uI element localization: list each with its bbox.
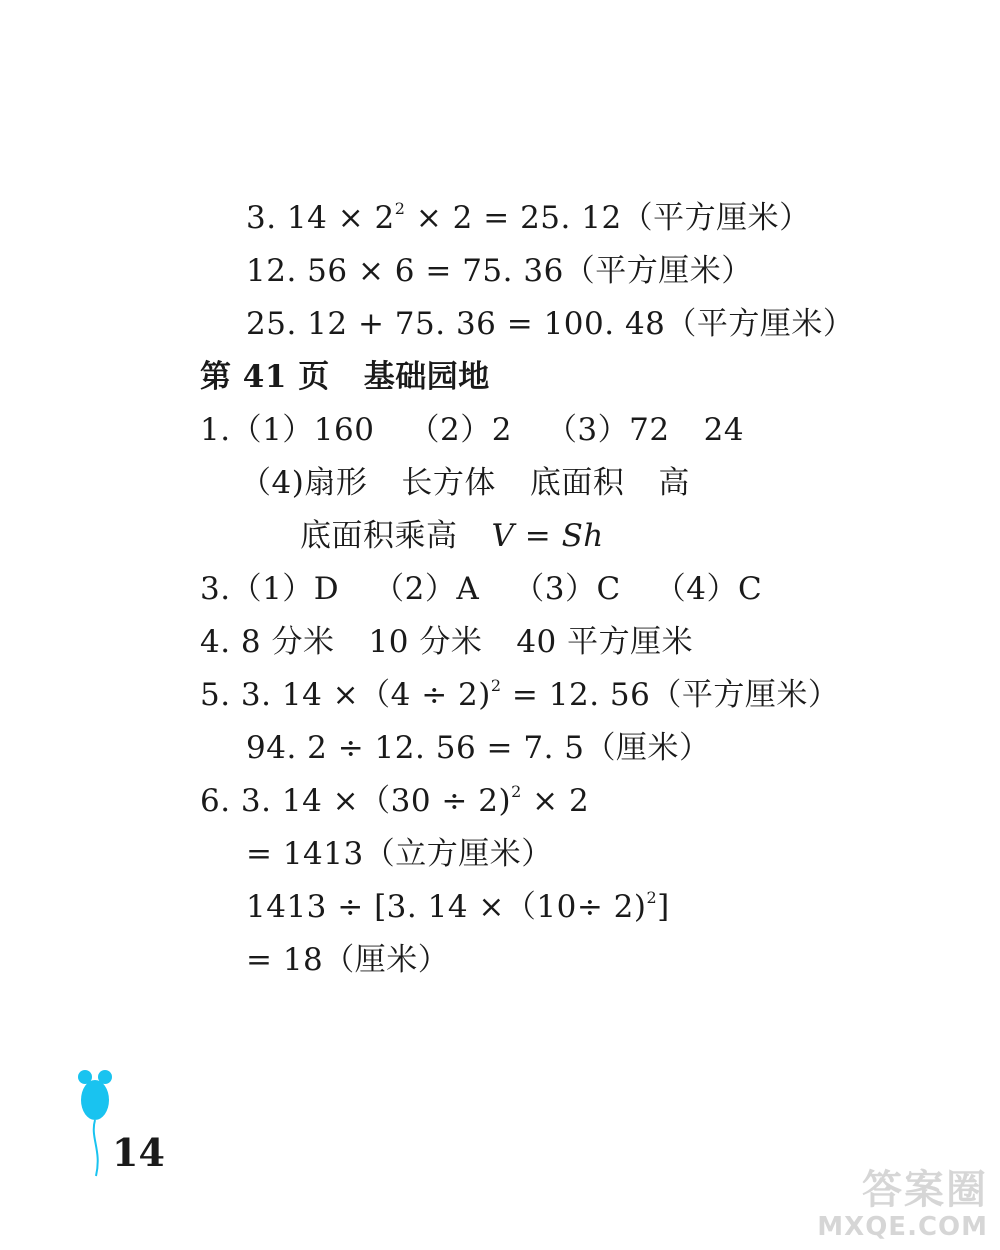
q1-part: （3）72	[545, 412, 670, 448]
answer-line-3: 25. 12 + 75. 36 = 100. 48（平方厘米）	[246, 306, 855, 342]
q4-part: 4. 8 分米	[200, 624, 335, 660]
q6-line-1	[200, 781, 589, 821]
answer-line-1	[246, 198, 811, 238]
q1-line-1	[200, 410, 744, 450]
q5-line-1	[200, 675, 839, 715]
q5-line-2: 94. 2 ÷ 12. 56 = 7. 5（厘米）	[246, 730, 711, 766]
q3-line	[200, 569, 762, 609]
superscript: 2	[646, 888, 658, 907]
q1-part: 24	[703, 412, 745, 448]
q3-part: （4）C	[654, 571, 763, 607]
q6-line-3	[246, 887, 670, 927]
q1-part: 1.（1）160	[200, 412, 375, 448]
q5-part: 5. 3. 14 ×（4 ÷ 2)	[200, 677, 491, 713]
heading-page: 第 41 页	[200, 359, 330, 395]
q1-part: 底面积乘高	[300, 518, 458, 554]
watermark	[798, 1158, 988, 1242]
q6-line-4: = 18（厘米）	[246, 942, 450, 978]
page-number: 14	[112, 1130, 165, 1175]
q1-part: （2）2	[408, 412, 512, 448]
q1-line-3	[300, 516, 604, 556]
q6-line-2: = 1413（立方厘米）	[246, 836, 553, 872]
formula: V = Sh	[491, 518, 604, 554]
q3-part: 3.（1）D	[200, 571, 340, 607]
q4-part: 40 平方厘米	[516, 624, 694, 660]
q6-part: ]	[657, 889, 670, 925]
watermark-logo: 答案圈	[862, 1167, 988, 1213]
line-text: × 2 = 25. 12（平方厘米）	[405, 200, 811, 236]
q4-line	[200, 622, 693, 662]
superscript: 2	[394, 199, 406, 218]
q3-part: （2）A	[373, 571, 480, 607]
q6-part: 1413 ÷ [3. 14 ×（10÷ 2)	[246, 889, 647, 925]
q1-part: 长方体	[401, 465, 496, 501]
q3-part: （3）C	[513, 571, 621, 607]
q6-part: × 2	[521, 783, 590, 819]
q1-part: （4)扇形	[240, 465, 368, 501]
q4-part: 10 分米	[368, 624, 483, 660]
watermark-url: MXQE.COM	[817, 1212, 988, 1242]
superscript: 2	[511, 782, 522, 801]
mouse-icon	[76, 1068, 116, 1178]
answer-line-2: 12. 56 × 6 = 75. 36（平方厘米）	[246, 253, 753, 289]
section-heading	[200, 357, 490, 397]
q5-part: = 12. 56（平方厘米）	[501, 677, 840, 713]
line-text: 3. 14 × 2	[246, 200, 395, 236]
q1-part: 底面积	[529, 465, 625, 501]
superscript: 2	[490, 676, 502, 695]
q6-part: 6. 3. 14 ×（30 ÷ 2)	[200, 783, 512, 819]
heading-title: 基础园地	[363, 359, 490, 395]
q1-part: 高	[658, 465, 690, 501]
q1-line-2	[240, 463, 690, 503]
